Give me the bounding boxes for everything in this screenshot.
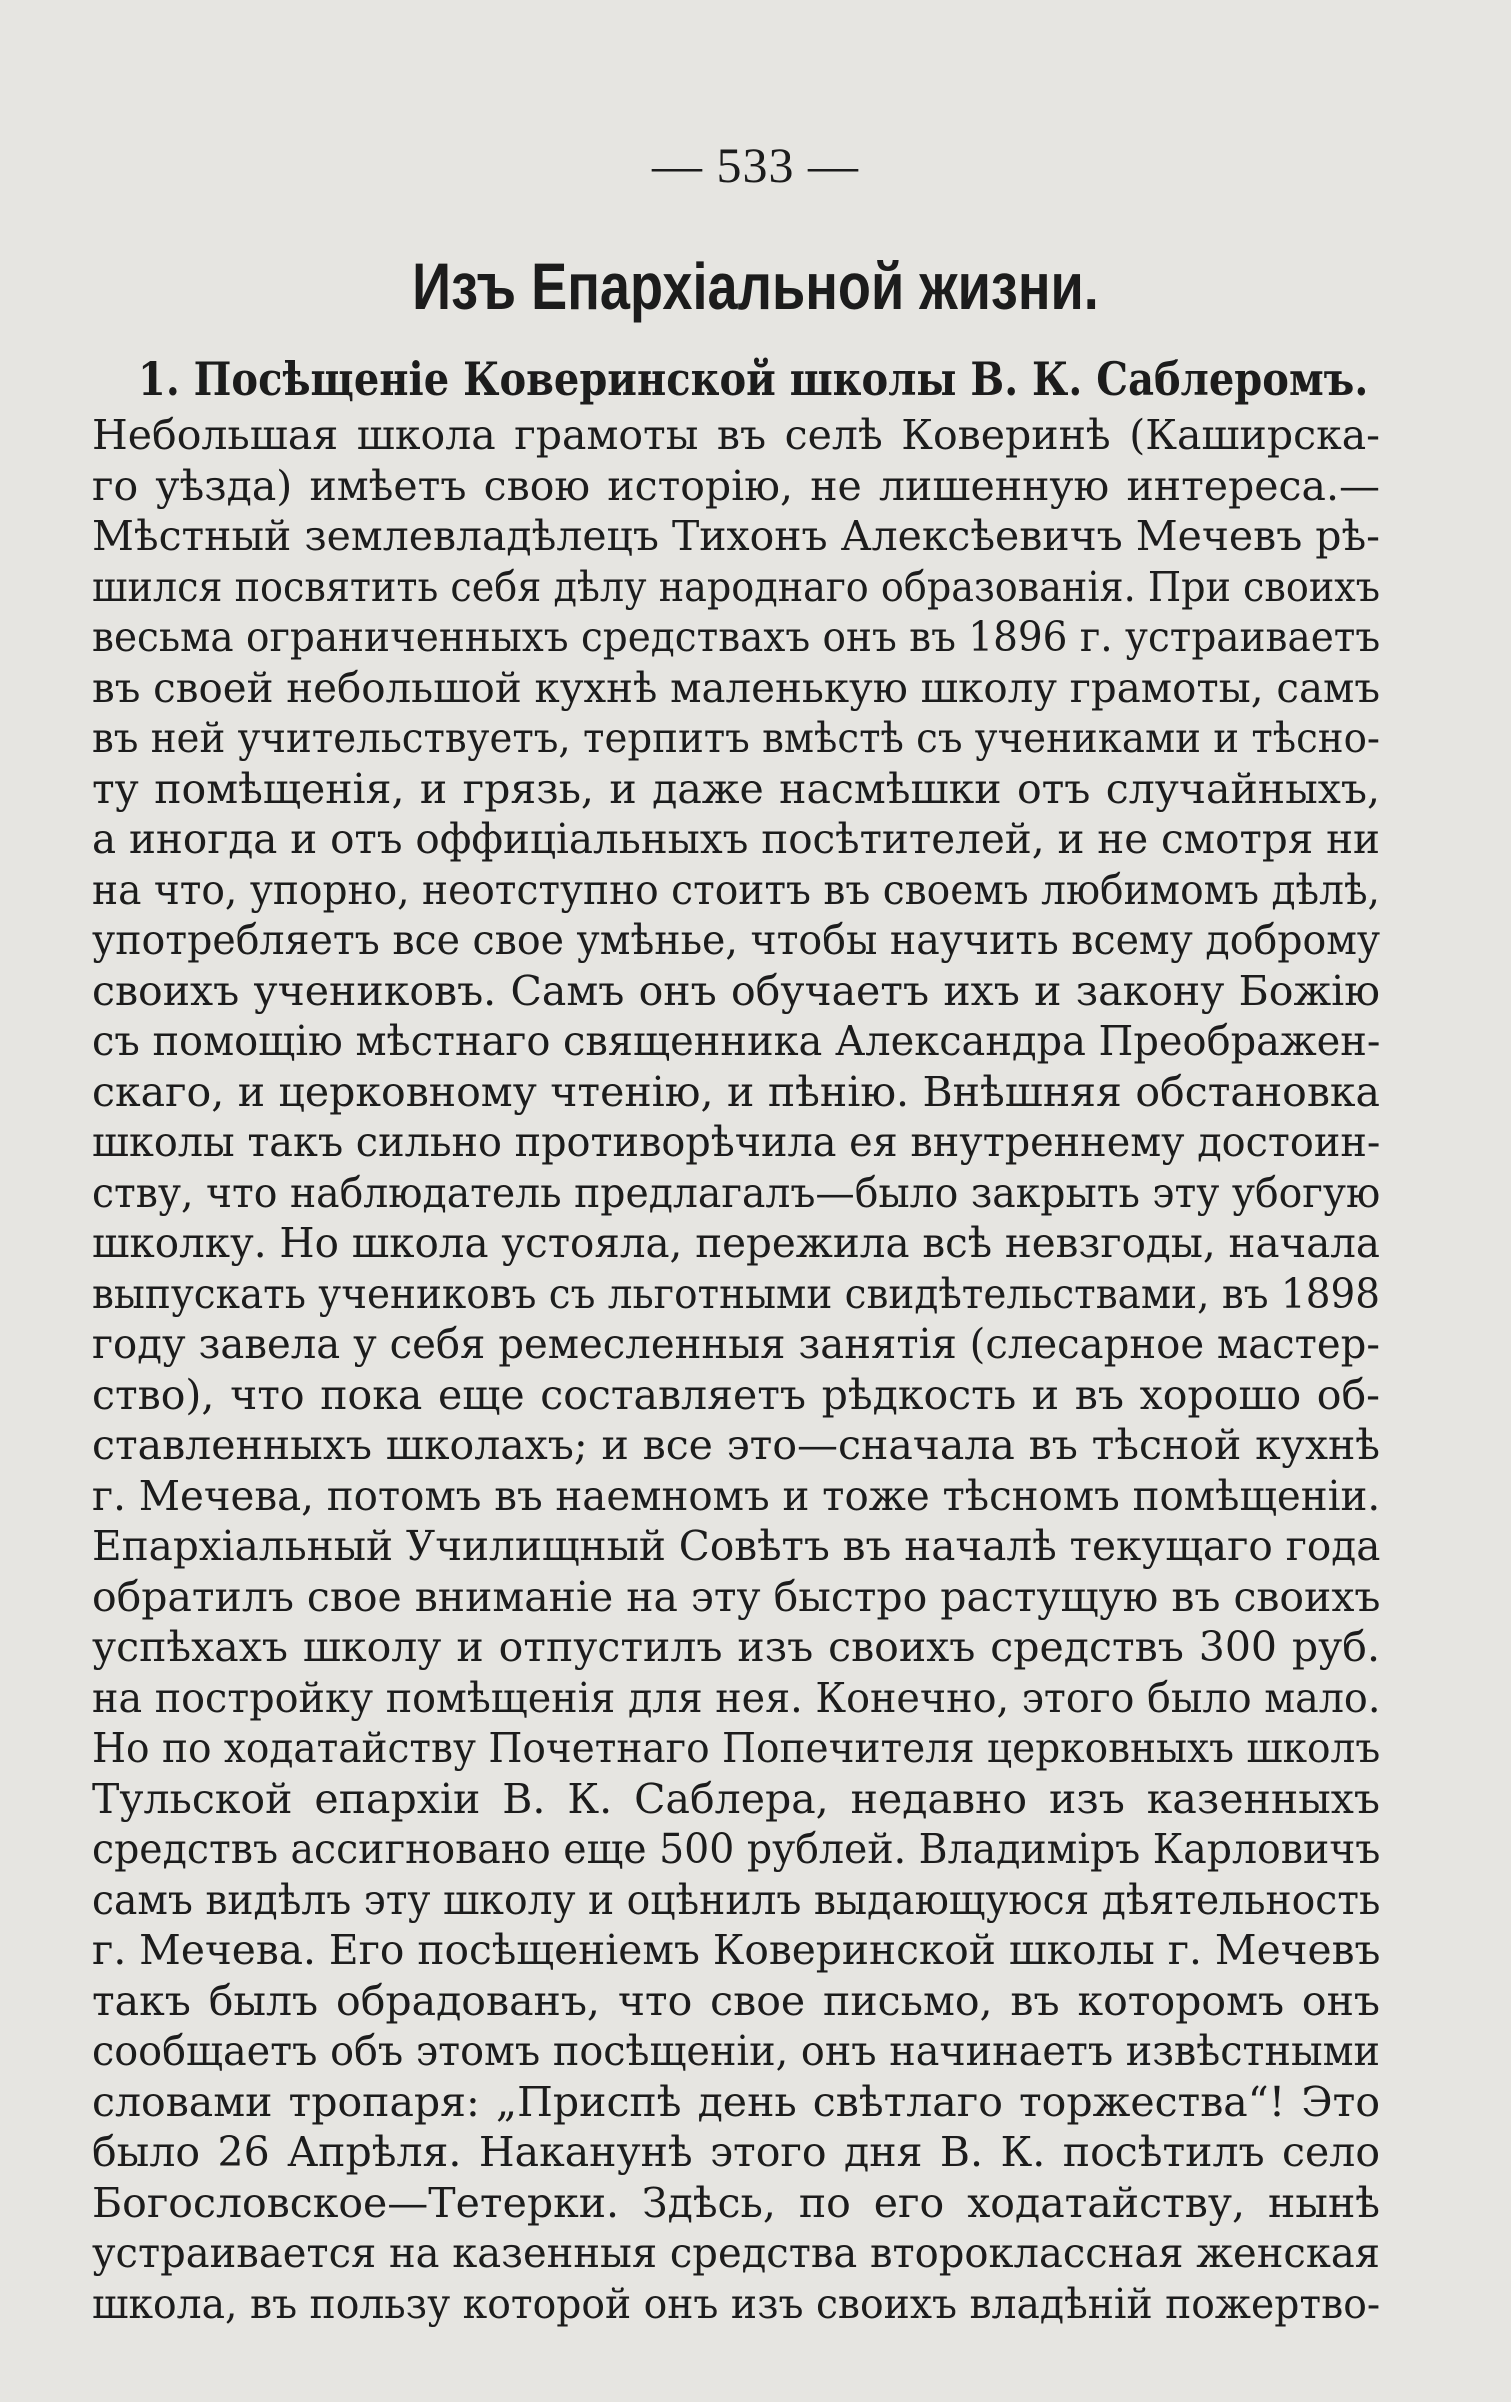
text-line: самъ видѣлъ эту школу и оцѣнилъ выдающуюся дѣятельность: [92, 1875, 1381, 1924]
article-body: [92, 410, 1380, 2329]
text-line: го уѣзда) имѣетъ свою исторію, не лишенную интереса.—: [92, 461, 1380, 510]
text-line: Богословское—Тетерки. Здѣсь, по его ходатайству, нынѣ: [92, 2178, 1380, 2227]
text-line: на постройку помѣщенія для нея. Конечно, этого было мало.: [92, 1673, 1381, 1722]
text-line: въ ней учительствуетъ, терпитъ вмѣстѣ съ учениками и тѣсно-: [92, 714, 1380, 762]
text-line: скаго, и церковному чтенію, и пѣнію. Внѣшняя обстановка: [92, 1067, 1380, 1116]
text-line: ство), что пока еще составляетъ рѣдкость и въ хорошо об-: [92, 1370, 1380, 1419]
section-title: Изъ Епархіальной жизни.: [412, 249, 1099, 323]
text-line: Мѣстный землевладѣлецъ Тихонъ Алексѣевичъ Мечевъ рѣ-: [92, 512, 1380, 560]
text-line: съ помощію мѣстнаго священника Александра Преображен-: [92, 1017, 1381, 1065]
text-line: средствъ ассигновано еще 500 рублей. Владиміръ Карловичъ: [92, 1825, 1381, 1873]
text-line: употребляетъ все свое умѣнье, чтобы научить всему доброму: [92, 916, 1381, 964]
text-line: такъ былъ обрадованъ, что свое письмо, въ которомъ онъ: [92, 1976, 1380, 2025]
text-line: обратилъ свое вниманіе на эту быстро растущую въ своихъ: [92, 1572, 1381, 1621]
text-line: устраивается на казенныя средства второклассная женская: [92, 2229, 1381, 2277]
page-number: — 533 —: [652, 137, 859, 193]
text-line: школку. Но школа устояла, пережила всѣ невзгоды, начала: [92, 1219, 1380, 1267]
text-line: шился посвятить себя дѣлу народнаго образованія. При своихъ: [92, 562, 1380, 611]
text-line: сообщаетъ объ этомъ посѣщеніи, онъ начинаетъ извѣстными: [92, 2027, 1380, 2075]
text-line: на что, упорно, неотступно стоитъ въ своемъ любимомъ дѣлѣ,: [92, 865, 1380, 914]
text-line: г. Мечева. Его посѣщеніемъ Коверинской школы г. Мечевъ: [92, 1926, 1381, 1974]
text-line: Но по ходатайству Почетнаго Попечителя церковныхъ школъ: [92, 1724, 1381, 1772]
text-line: ставленныхъ школахъ; и все это—сначала въ тѣсной кухнѣ: [92, 1421, 1380, 1469]
text-line: своихъ учениковъ. Самъ онъ обучаетъ ихъ и закону Божію: [92, 966, 1380, 1015]
text-line: году завела у себя ремесленныя занятія (слесарное мастер-: [92, 1320, 1380, 1368]
text-line: ту помѣщенія, и грязь, и даже насмѣшки отъ случайныхъ,: [92, 764, 1380, 813]
article-heading: 1. Посѣщеніе Коверинской школы В. К. Саблеромъ.: [138, 352, 1369, 406]
text-line: выпускать учениковъ съ льготными свидѣтельствами, въ 1898: [92, 1269, 1381, 1318]
text-line: въ своей небольшой кухнѣ маленькую школу грамоты, самъ: [92, 663, 1380, 712]
text-line: Епархіальный Училищный Совѣтъ въ началѣ текущаго года: [92, 1522, 1381, 1570]
text-line: а иногда и отъ оффиціальныхъ посѣтителей, и не смотря ни: [92, 815, 1380, 863]
text-line: словами тропаря: „Приспѣ день свѣтлаго торжества“! Это: [92, 2077, 1380, 2126]
text-line: Тульской епархіи В. К. Саблера, недавно изъ казенныхъ: [92, 1774, 1380, 1823]
text-line: ству, что наблюдатель предлагалъ—было закрыть эту убогую: [92, 1168, 1381, 1217]
text-line: успѣхахъ школу и отпустилъ изъ своихъ средствъ 300 руб.: [92, 1623, 1380, 1671]
text-line: г. Мечева, потомъ въ наемномъ и тоже тѣсномъ помѣщеніи.: [92, 1471, 1381, 1520]
text-line: школы такъ сильно противорѣчила ея внутреннему достоин-: [92, 1118, 1381, 1166]
text-line: весьма ограниченныхъ средствахъ онъ въ 1896 г. устраиваетъ: [92, 613, 1381, 661]
text-line: школа, въ пользу которой онъ изъ своихъ владѣній пожертво-: [92, 2279, 1381, 2328]
text-line: Небольшая школа грамоты въ селѣ Коверинѣ (Каширска-: [92, 411, 1380, 459]
text-line: было 26 Апрѣля. Наканунѣ этого дня В. К. посѣтилъ село: [92, 2128, 1380, 2176]
